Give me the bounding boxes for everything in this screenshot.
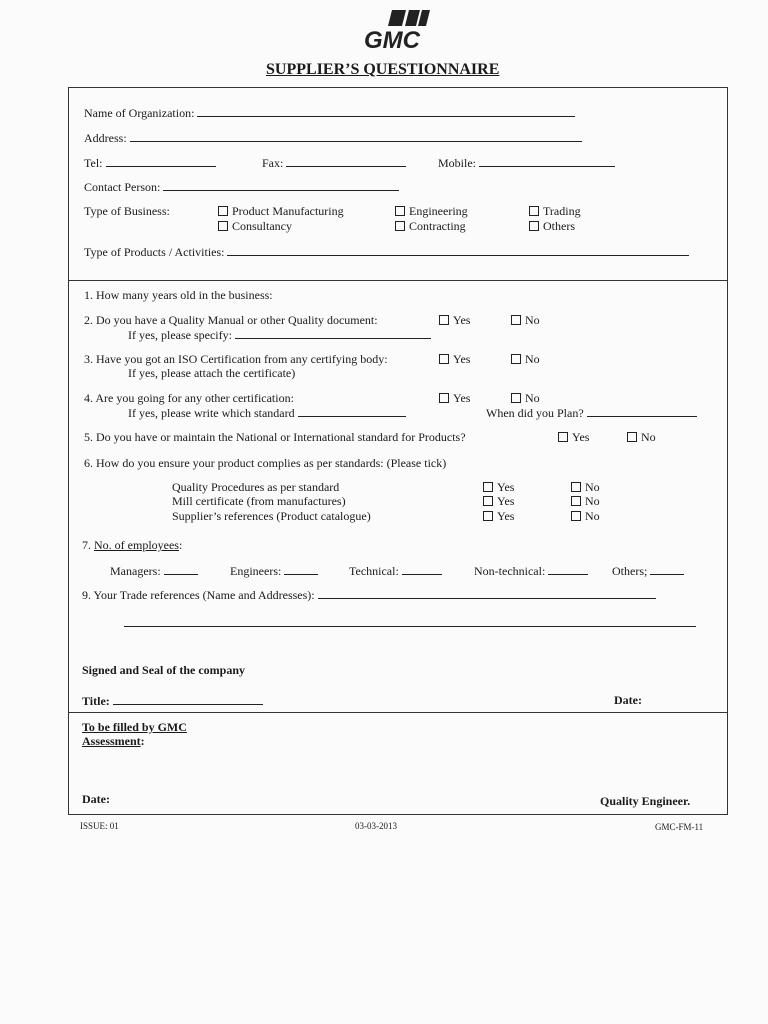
emp-engineers-label: Engineers: bbox=[230, 564, 282, 578]
q6-item-mill-certificate: Mill certificate (from manufactures) bbox=[172, 494, 346, 508]
q2-sub-row bbox=[128, 327, 431, 342]
q6-item1-yes[interactable]: Yes bbox=[483, 480, 514, 494]
business-option-trading[interactable]: Trading bbox=[529, 204, 581, 218]
q7-label: 7. No. of employees: bbox=[82, 538, 183, 552]
emp-nontechnical-row bbox=[474, 563, 588, 578]
mobile-row bbox=[438, 155, 615, 170]
emp-others-label: Others; bbox=[612, 564, 648, 578]
q6-item3-no[interactable]: No bbox=[571, 509, 600, 523]
checkbox-icon bbox=[511, 393, 521, 403]
checkbox-icon bbox=[483, 511, 493, 521]
fax-label: Fax: bbox=[262, 156, 284, 170]
business-option-others[interactable]: Others bbox=[529, 219, 575, 233]
type-products-row bbox=[84, 244, 689, 259]
tel-field[interactable] bbox=[106, 155, 216, 167]
checkbox-icon bbox=[483, 482, 493, 492]
q9-row bbox=[82, 587, 656, 602]
q6-item-quality-procedures: Quality Procedures as per standard bbox=[172, 480, 340, 494]
q4-no[interactable]: No bbox=[511, 391, 540, 405]
q6-item-supplier-references: Supplier’s references (Product catalogue) bbox=[172, 509, 371, 523]
emp-managers-label: Managers: bbox=[110, 564, 161, 578]
gmc-logo bbox=[362, 8, 438, 50]
checkbox-icon bbox=[529, 206, 539, 216]
checkbox-icon bbox=[511, 354, 521, 364]
q4-sub-row bbox=[128, 405, 406, 420]
q9-label: 9. Your Trade references (Name and Addresses): bbox=[82, 588, 315, 602]
emp-nontechnical-field[interactable] bbox=[548, 563, 588, 575]
checkbox-icon bbox=[571, 496, 581, 506]
gmc-date-label: Date: bbox=[82, 792, 110, 806]
emp-technical-label: Technical: bbox=[349, 564, 399, 578]
checkbox-icon bbox=[511, 315, 521, 325]
footer-issue: ISSUE: 01 bbox=[80, 821, 119, 831]
emp-others-row bbox=[612, 563, 684, 578]
q4-standard-field[interactable] bbox=[298, 405, 406, 417]
q6-item1-no[interactable]: No bbox=[571, 480, 600, 494]
q4-plan-field[interactable] bbox=[587, 405, 697, 417]
q5-no[interactable]: No bbox=[627, 430, 656, 444]
q5-yes[interactable]: Yes bbox=[558, 430, 589, 444]
emp-nontechnical-label: Non-technical: bbox=[474, 564, 546, 578]
checkbox-icon bbox=[395, 221, 405, 231]
q3-yes[interactable]: Yes bbox=[439, 352, 470, 366]
tel-row bbox=[84, 155, 216, 170]
assessment-label: Assessment: bbox=[82, 734, 145, 748]
q3-sub-label: If yes, please attach the certificate) bbox=[128, 366, 296, 380]
checkbox-icon bbox=[483, 496, 493, 506]
logo-text: GMC bbox=[364, 27, 420, 50]
quality-engineer-label: Quality Engineer. bbox=[600, 794, 691, 808]
checkbox-icon bbox=[529, 221, 539, 231]
q3-no[interactable]: No bbox=[511, 352, 540, 366]
business-option-engineering[interactable]: Engineering bbox=[395, 204, 468, 218]
checkbox-icon bbox=[218, 221, 228, 231]
q6-label: 6. How do you ensure your product complies as per standards: (Please tick) bbox=[84, 456, 447, 470]
q2-label: 2. Do you have a Quality Manual or other Quality document: bbox=[84, 313, 378, 327]
checkbox-icon bbox=[395, 206, 405, 216]
checkbox-icon bbox=[439, 354, 449, 364]
mobile-label: Mobile: bbox=[438, 156, 476, 170]
q2-yes[interactable]: Yes bbox=[439, 313, 470, 327]
checkbox-icon bbox=[571, 511, 581, 521]
emp-engineers-field[interactable] bbox=[284, 563, 318, 575]
contact-label: Contact Person: bbox=[84, 180, 161, 194]
checkbox-icon bbox=[627, 432, 637, 442]
contact-field[interactable] bbox=[163, 179, 399, 191]
checkbox-icon bbox=[571, 482, 581, 492]
checkbox-icon bbox=[439, 315, 449, 325]
q4-label: 4. Are you going for any other certification: bbox=[84, 391, 294, 405]
footer-code: GMC-FM-11 bbox=[655, 822, 704, 832]
q6-item2-no[interactable]: No bbox=[571, 494, 600, 508]
business-option-contracting[interactable]: Contracting bbox=[395, 219, 466, 233]
business-option-consultancy[interactable]: Consultancy bbox=[218, 219, 292, 233]
fax-field[interactable] bbox=[286, 155, 406, 167]
contact-row bbox=[84, 179, 399, 194]
checkbox-icon bbox=[558, 432, 568, 442]
signed-seal-label: Signed and Seal of the company bbox=[82, 663, 246, 677]
title-row bbox=[82, 693, 263, 708]
address-row bbox=[84, 130, 582, 145]
org-name-label: Name of Organization: bbox=[84, 106, 195, 120]
q9-field[interactable] bbox=[318, 587, 656, 599]
q4-yes[interactable]: Yes bbox=[439, 391, 470, 405]
emp-engineers-row bbox=[230, 563, 318, 578]
q5-label: 5. Do you have or maintain the National or International standard for Products? bbox=[84, 430, 466, 444]
q2-sub-label: If yes, please specify: bbox=[128, 328, 232, 342]
q4-plan-row bbox=[486, 405, 697, 420]
tel-label: Tel: bbox=[84, 156, 103, 170]
emp-others-field[interactable] bbox=[650, 563, 684, 575]
business-option-product-manufacturing[interactable]: Product Manufacturing bbox=[218, 204, 344, 218]
gmc-heading: To be filled by GMC bbox=[82, 720, 187, 734]
address-label: Address: bbox=[84, 131, 127, 145]
emp-managers-field[interactable] bbox=[164, 563, 198, 575]
emp-technical-row bbox=[349, 563, 442, 578]
type-products-label: Type of Products / Activities: bbox=[84, 245, 225, 259]
q1-label: 1. How many years old in the business: bbox=[84, 288, 273, 302]
mobile-field[interactable] bbox=[479, 155, 615, 167]
divider-gmc bbox=[68, 712, 728, 713]
fax-row bbox=[262, 155, 406, 170]
q6-item2-yes[interactable]: Yes bbox=[483, 494, 514, 508]
title-label: Title: bbox=[82, 694, 110, 708]
address-field[interactable] bbox=[130, 130, 582, 142]
type-business-label: Type of Business: bbox=[84, 204, 170, 218]
q4-sub-label: If yes, please write which standard bbox=[128, 406, 295, 420]
emp-technical-field[interactable] bbox=[402, 563, 442, 575]
checkbox-icon bbox=[439, 393, 449, 403]
org-name-field[interactable] bbox=[197, 105, 575, 117]
q2-no[interactable]: No bbox=[511, 313, 540, 327]
checkbox-icon bbox=[218, 206, 228, 216]
title-field[interactable] bbox=[113, 693, 263, 705]
q3-label: 3. Have you got an ISO Certification from any certifying body: bbox=[84, 352, 388, 366]
signature-date-label: Date: bbox=[614, 693, 642, 707]
type-products-field[interactable] bbox=[227, 244, 689, 256]
q6-item3-yes[interactable]: Yes bbox=[483, 509, 514, 523]
divider-org bbox=[68, 280, 728, 281]
q4-plan-label: When did you Plan? bbox=[486, 406, 584, 420]
q9-field-line2[interactable] bbox=[124, 616, 696, 627]
q2-specify-field[interactable] bbox=[235, 327, 431, 339]
emp-managers-row bbox=[110, 563, 198, 578]
page-title: SUPPLIER’S QUESTIONNAIRE bbox=[266, 61, 500, 78]
footer-date: 03-03-2013 bbox=[355, 821, 397, 831]
org-name-row bbox=[84, 105, 575, 120]
